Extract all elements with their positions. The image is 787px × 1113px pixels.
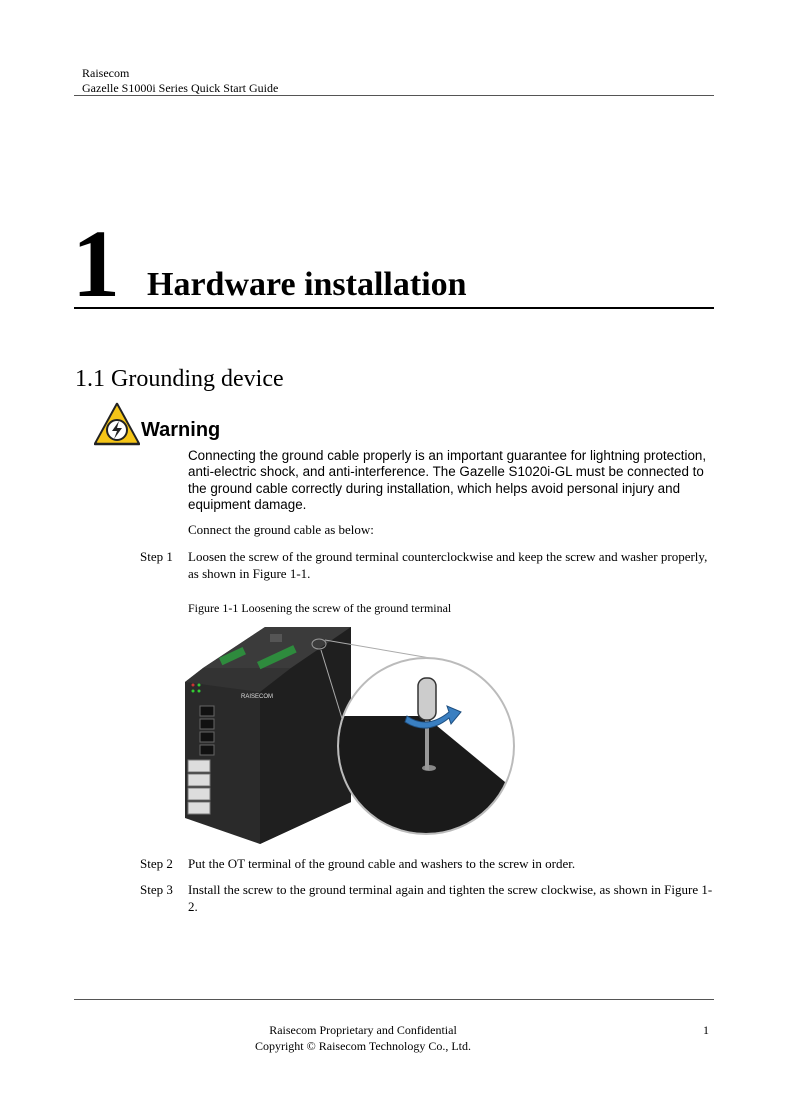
step-text: Put the OT terminal of the ground cable and washers to the screw in order. <box>188 856 576 871</box>
footer-copyright: Copyright © Raisecom Technology Co., Ltd. <box>254 1039 472 1053</box>
warning-text: Connecting the ground cable properly is an important guarantee for lightning protection, anti-electric shock, and anti-interference. The Gazelle S1020i-GL must be connected to the ground cable correctly during installation, which helps avoid personal injury and equipment damage. <box>188 448 707 513</box>
header-guide-title: Gazelle S1000i Series Quick Start Guide <box>82 81 279 95</box>
device-ground-terminal-image <box>185 622 515 850</box>
chapter-title: Hardware installation <box>147 266 467 303</box>
figure-illustration <box>185 622 515 850</box>
page-number: 1 <box>703 1023 709 1037</box>
footer-rule <box>74 999 714 1000</box>
header-company: Raisecom <box>82 66 130 80</box>
header-rule <box>74 95 714 96</box>
warning-label: Warning <box>141 419 221 441</box>
footer-confidential: Raisecom Proprietary and Confidential <box>269 1023 457 1037</box>
step-label: Step 2 <box>140 856 173 871</box>
chapter-rule <box>74 307 714 309</box>
step-label: Step 3 <box>140 882 173 897</box>
step-text: Loosen the screw of the ground terminal counterclockwise and keep the screw and washer properly, as shown in Figure 1-1. <box>188 549 708 581</box>
step-label: Step 1 <box>140 549 173 564</box>
step-text: Install the screw to the ground terminal again and tighten the screw clockwise, as shown in Figure 1-2. <box>188 882 713 914</box>
lightning-warning-icon <box>94 402 140 446</box>
device-brand-label: RAISECOM <box>241 694 274 700</box>
chapter-number: 1 <box>72 210 120 317</box>
intro-text: Connect the ground cable as below: <box>188 522 374 537</box>
figure-caption: Figure 1-1 Loosening the screw of the ground terminal <box>188 601 452 615</box>
section-title: 1.1 Grounding device <box>75 366 284 392</box>
